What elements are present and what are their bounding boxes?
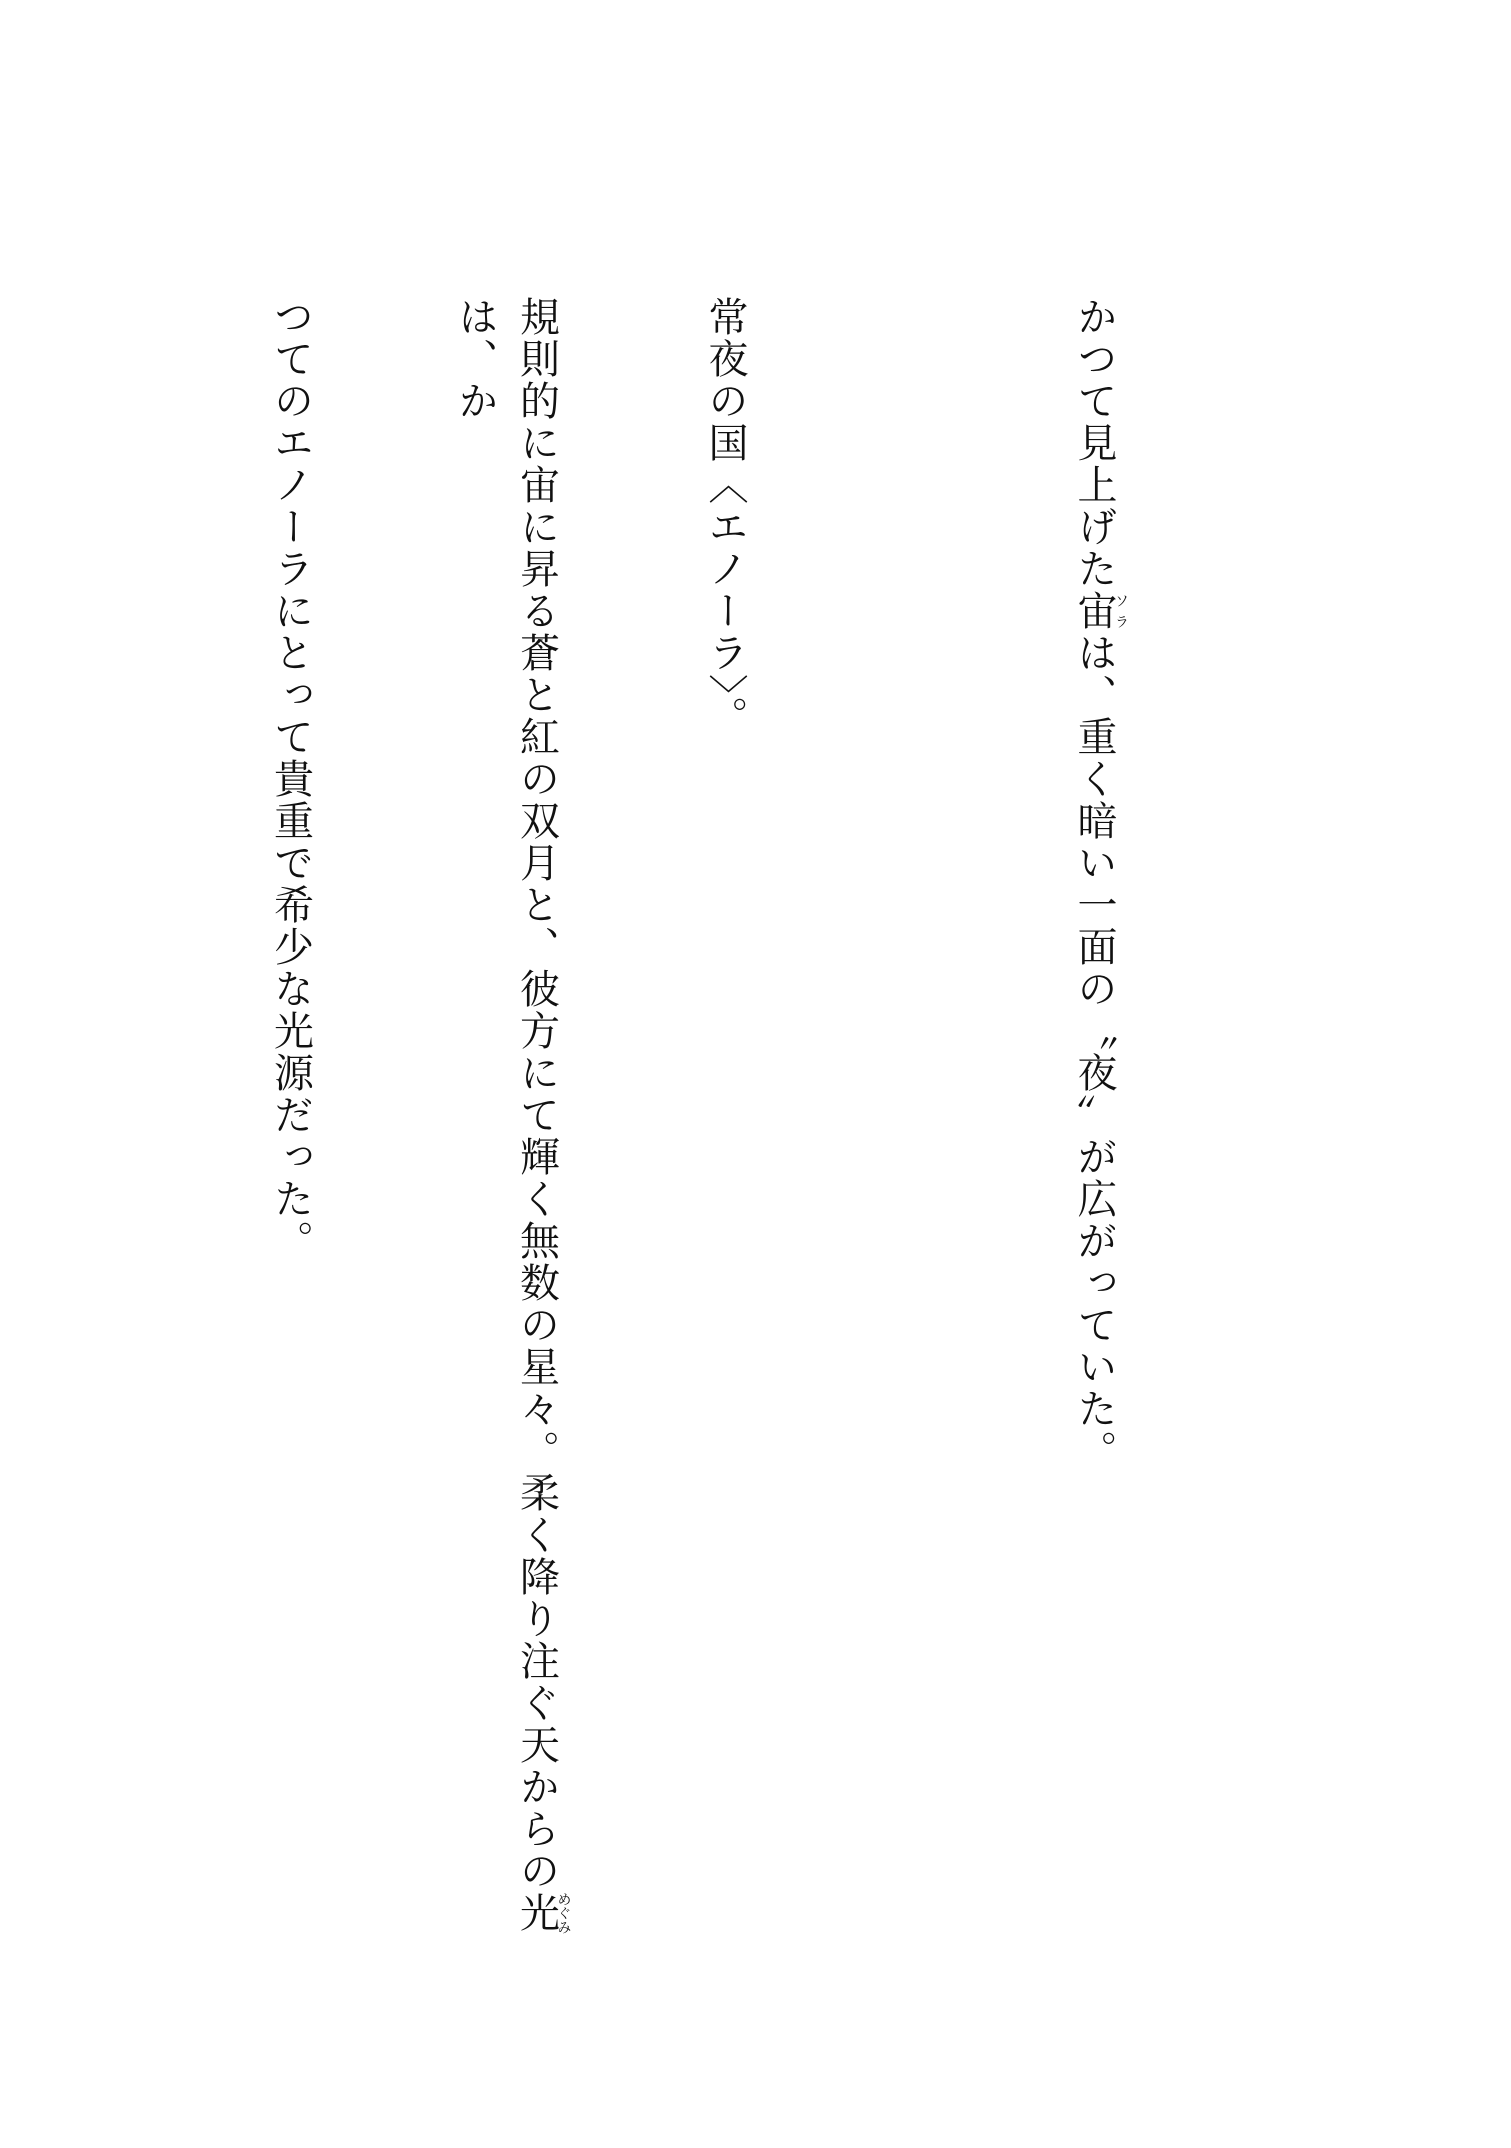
text-line: かつて見上げた宙ソラは、重く暗い一面の〝夜〟が広がっていた。: [1071, 296, 1129, 1472]
text-line: 常夜の国〈エノーラ〉。: [702, 296, 748, 738]
ruby-sora: ソラ: [1113, 590, 1129, 632]
text-line: つてのエノーラにとって貴重で希少な光源だった。: [267, 296, 314, 1262]
blank-line: [878, 296, 940, 1936]
blank-line: [75, 296, 137, 1936]
text-line: 規則的に宙に昇る蒼と紅の双月と、彼方にて輝く無数の星々。柔く降り注ぐ天からの光めぐみは、か: [452, 296, 572, 1934]
vertical-text-body: [251, 296, 1251, 1936]
ruby-megumi: めぐみ: [555, 1892, 572, 1934]
